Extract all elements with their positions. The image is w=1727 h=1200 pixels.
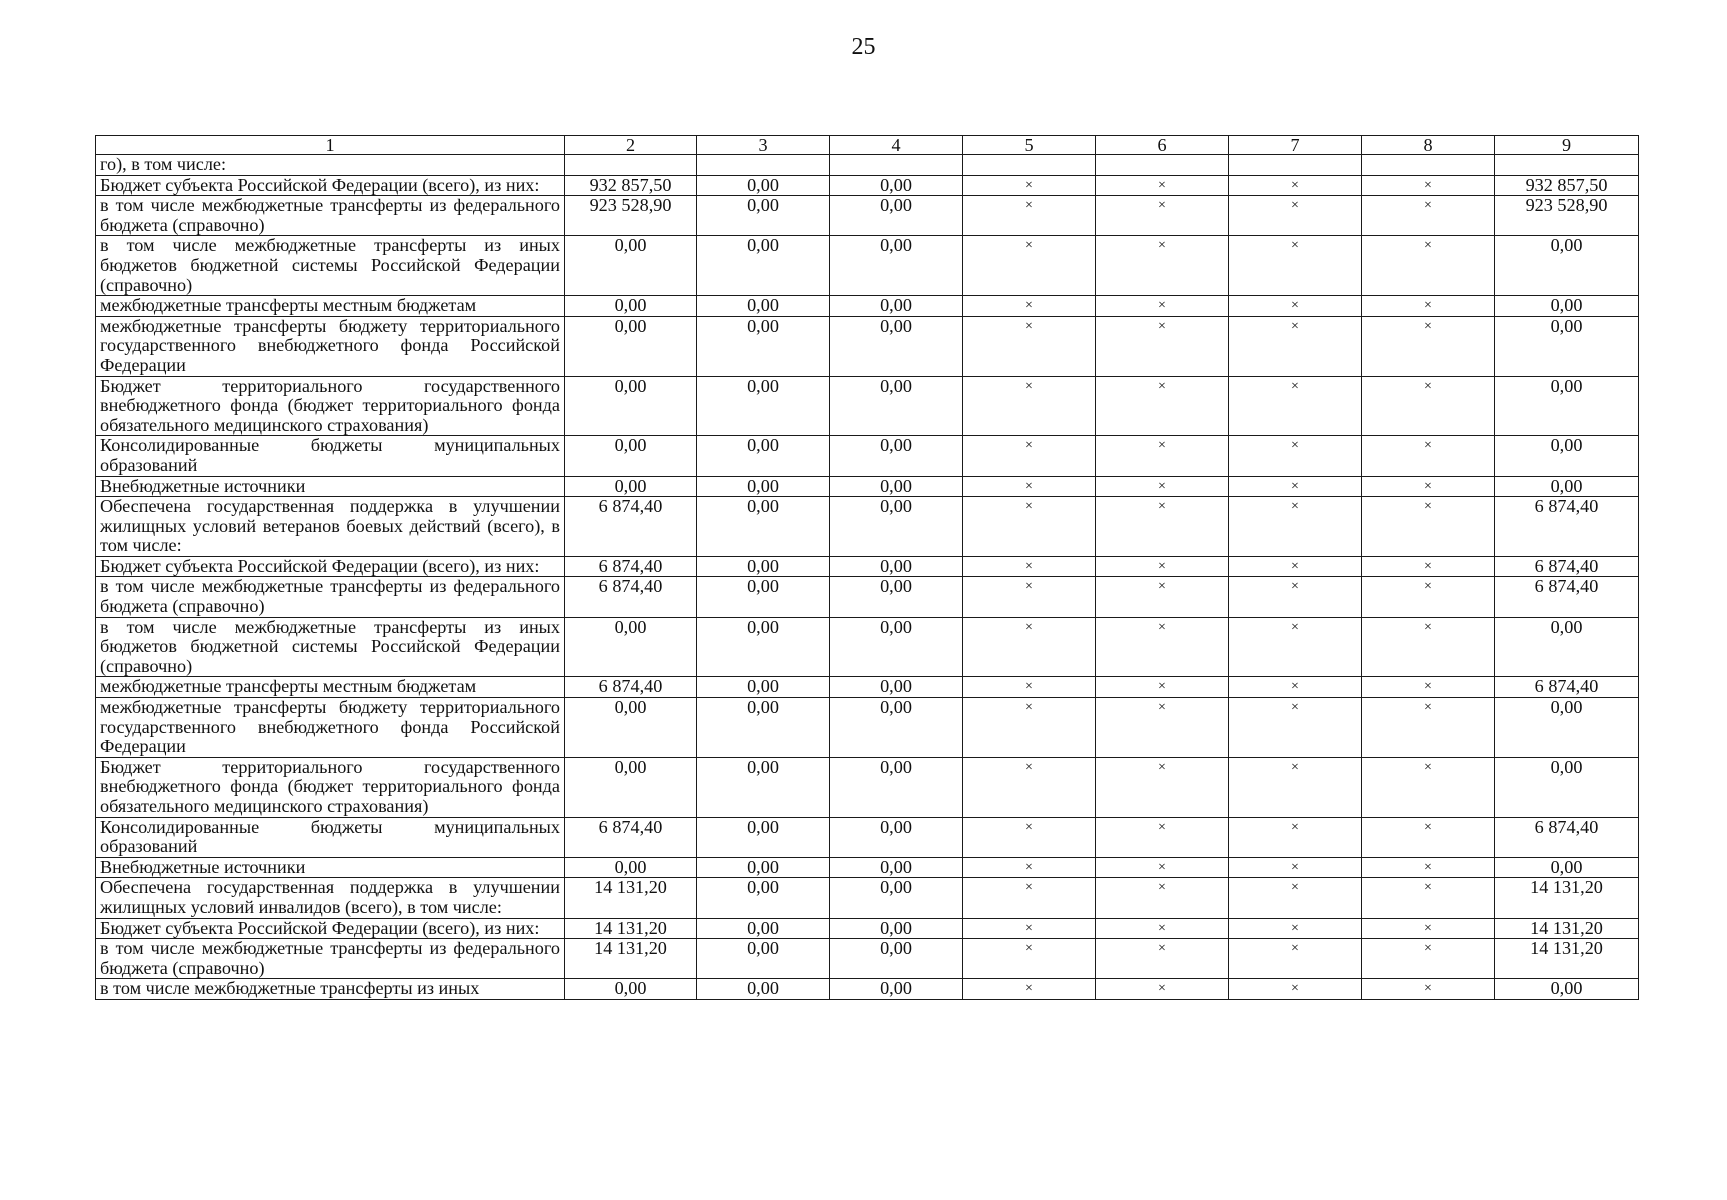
not-applicable-cell: × bbox=[963, 175, 1096, 196]
value-cell: 0,00 bbox=[565, 316, 697, 376]
not-applicable-cell: × bbox=[1362, 857, 1495, 878]
row-label: межбюджетные трансферты бюджету территориального государственного внебюджетного фонда Российской Федерации bbox=[96, 316, 565, 376]
value-cell: 0,00 bbox=[697, 857, 830, 878]
value-cell: 0,00 bbox=[565, 436, 697, 476]
value-cell: 0,00 bbox=[565, 617, 697, 677]
value-cell: 0,00 bbox=[830, 316, 963, 376]
not-applicable-cell: × bbox=[1229, 617, 1362, 677]
value-cell: 0,00 bbox=[697, 556, 830, 577]
value-cell: 0,00 bbox=[697, 436, 830, 476]
value-cell: 0,00 bbox=[697, 196, 830, 236]
value-cell: 0,00 bbox=[1495, 979, 1639, 1000]
value-cell: 0,00 bbox=[697, 497, 830, 557]
table-row bbox=[96, 376, 1639, 436]
table-row bbox=[96, 436, 1639, 476]
value-cell: 0,00 bbox=[830, 979, 963, 1000]
value-cell: 0,00 bbox=[565, 698, 697, 758]
value-cell: 0,00 bbox=[697, 476, 830, 497]
table-row bbox=[96, 979, 1639, 1000]
value-cell: 0,00 bbox=[697, 878, 830, 918]
column-header: 6 bbox=[1096, 136, 1229, 155]
value-cell: 0,00 bbox=[1495, 236, 1639, 296]
not-applicable-cell: × bbox=[1096, 857, 1229, 878]
row-label: го), в том числе: bbox=[96, 155, 565, 176]
value-cell: 0,00 bbox=[830, 939, 963, 979]
not-applicable-cell: × bbox=[963, 617, 1096, 677]
value-cell: 0,00 bbox=[830, 236, 963, 296]
not-applicable-cell: × bbox=[1096, 918, 1229, 939]
not-applicable-cell: × bbox=[1229, 698, 1362, 758]
table-body bbox=[96, 155, 1639, 1000]
not-applicable-cell: × bbox=[1096, 757, 1229, 817]
column-header: 8 bbox=[1362, 136, 1495, 155]
table-row bbox=[96, 757, 1639, 817]
not-applicable-cell: × bbox=[1362, 617, 1495, 677]
value-cell: 0,00 bbox=[697, 316, 830, 376]
table-row bbox=[96, 497, 1639, 557]
value-cell: 6 874,40 bbox=[1495, 677, 1639, 698]
value-cell: 6 874,40 bbox=[565, 556, 697, 577]
row-label: Обеспечена государственная поддержка в улучшении жилищных условий ветеранов боевых действий (всего), в том числе: bbox=[96, 497, 565, 557]
not-applicable-cell: × bbox=[1229, 918, 1362, 939]
not-applicable-cell: × bbox=[1229, 677, 1362, 698]
not-applicable-cell: × bbox=[1096, 617, 1229, 677]
not-applicable-cell: × bbox=[963, 939, 1096, 979]
row-label: Внебюджетные источники bbox=[96, 476, 565, 497]
row-label: Внебюджетные источники bbox=[96, 857, 565, 878]
not-applicable-cell: × bbox=[1362, 757, 1495, 817]
table-row bbox=[96, 175, 1639, 196]
value-cell: 0,00 bbox=[830, 196, 963, 236]
value-cell: 6 874,40 bbox=[1495, 556, 1639, 577]
value-cell: 0,00 bbox=[830, 296, 963, 317]
column-header: 5 bbox=[963, 136, 1096, 155]
table-row bbox=[96, 476, 1639, 497]
value-cell: 0,00 bbox=[697, 757, 830, 817]
value-cell: 0,00 bbox=[697, 236, 830, 296]
value-cell: 0,00 bbox=[565, 376, 697, 436]
value-cell: 0,00 bbox=[697, 376, 830, 436]
table-row bbox=[96, 236, 1639, 296]
column-header: 1 bbox=[96, 136, 565, 155]
value-cell: 0,00 bbox=[697, 577, 830, 617]
not-applicable-cell: × bbox=[1229, 979, 1362, 1000]
not-applicable-cell: × bbox=[1362, 175, 1495, 196]
value-cell: 0,00 bbox=[830, 878, 963, 918]
not-applicable-cell bbox=[1229, 155, 1362, 176]
not-applicable-cell: × bbox=[1096, 677, 1229, 698]
row-label: в том числе межбюджетные трансферты из федерального бюджета (справочно) bbox=[96, 939, 565, 979]
row-label: в том числе межбюджетные трансферты из иных бюджетов бюджетной системы Российской Федерации (справочно) bbox=[96, 236, 565, 296]
not-applicable-cell: × bbox=[963, 677, 1096, 698]
not-applicable-cell: × bbox=[963, 296, 1096, 317]
not-applicable-cell: × bbox=[1096, 939, 1229, 979]
not-applicable-cell: × bbox=[1362, 677, 1495, 698]
not-applicable-cell: × bbox=[963, 196, 1096, 236]
value-cell: 0,00 bbox=[830, 497, 963, 557]
not-applicable-cell: × bbox=[1096, 296, 1229, 317]
not-applicable-cell: × bbox=[1362, 979, 1495, 1000]
table-row bbox=[96, 155, 1639, 176]
table-row bbox=[96, 556, 1639, 577]
not-applicable-cell: × bbox=[1362, 296, 1495, 317]
row-label: Консолидированные бюджеты муниципальных образований bbox=[96, 436, 565, 476]
not-applicable-cell: × bbox=[1229, 556, 1362, 577]
value-cell: 0,00 bbox=[1495, 757, 1639, 817]
not-applicable-cell: × bbox=[963, 556, 1096, 577]
not-applicable-cell: × bbox=[963, 817, 1096, 857]
row-label: Бюджет субъекта Российской Федерации (всего), из них: bbox=[96, 556, 565, 577]
not-applicable-cell: × bbox=[1229, 196, 1362, 236]
value-cell bbox=[697, 155, 830, 176]
not-applicable-cell: × bbox=[963, 878, 1096, 918]
value-cell: 0,00 bbox=[565, 979, 697, 1000]
not-applicable-cell: × bbox=[1096, 476, 1229, 497]
not-applicable-cell: × bbox=[1096, 175, 1229, 196]
not-applicable-cell: × bbox=[963, 236, 1096, 296]
not-applicable-cell: × bbox=[1362, 497, 1495, 557]
not-applicable-cell: × bbox=[963, 757, 1096, 817]
row-label: в том числе межбюджетные трансферты из иных бюджетов бюджетной системы Российской Федерации (справочно) bbox=[96, 617, 565, 677]
value-cell: 6 874,40 bbox=[565, 497, 697, 557]
not-applicable-cell: × bbox=[1229, 316, 1362, 376]
not-applicable-cell: × bbox=[1362, 196, 1495, 236]
value-cell: 0,00 bbox=[697, 296, 830, 317]
table-row bbox=[96, 857, 1639, 878]
row-label: в том числе межбюджетные трансферты из иных bbox=[96, 979, 565, 1000]
not-applicable-cell: × bbox=[1096, 497, 1229, 557]
value-cell: 0,00 bbox=[697, 175, 830, 196]
row-label: в том числе межбюджетные трансферты из федерального бюджета (справочно) bbox=[96, 196, 565, 236]
not-applicable-cell: × bbox=[1229, 939, 1362, 979]
row-label: межбюджетные трансферты местным бюджетам bbox=[96, 296, 565, 317]
value-cell: 0,00 bbox=[697, 677, 830, 698]
value-cell: 0,00 bbox=[1495, 857, 1639, 878]
not-applicable-cell: × bbox=[1096, 236, 1229, 296]
value-cell: 0,00 bbox=[697, 979, 830, 1000]
value-cell: 0,00 bbox=[1495, 296, 1639, 317]
not-applicable-cell: × bbox=[1362, 918, 1495, 939]
not-applicable-cell: × bbox=[1096, 196, 1229, 236]
not-applicable-cell: × bbox=[1362, 316, 1495, 376]
not-applicable-cell: × bbox=[1362, 939, 1495, 979]
table-row bbox=[96, 878, 1639, 918]
value-cell: 0,00 bbox=[565, 236, 697, 296]
not-applicable-cell: × bbox=[1229, 376, 1362, 436]
row-label: Обеспечена государственная поддержка в улучшении жилищных условий инвалидов (всего), в том числе: bbox=[96, 878, 565, 918]
not-applicable-cell: × bbox=[1096, 556, 1229, 577]
not-applicable-cell: × bbox=[1096, 376, 1229, 436]
value-cell: 923 528,90 bbox=[1495, 196, 1639, 236]
not-applicable-cell: × bbox=[1229, 857, 1362, 878]
not-applicable-cell: × bbox=[1229, 476, 1362, 497]
value-cell: 0,00 bbox=[1495, 436, 1639, 476]
value-cell: 0,00 bbox=[697, 698, 830, 758]
value-cell: 932 857,50 bbox=[1495, 175, 1639, 196]
row-label: Бюджет субъекта Российской Федерации (всего), из них: bbox=[96, 918, 565, 939]
value-cell: 0,00 bbox=[830, 918, 963, 939]
not-applicable-cell: × bbox=[1229, 817, 1362, 857]
value-cell: 14 131,20 bbox=[1495, 918, 1639, 939]
value-cell bbox=[1495, 155, 1639, 176]
value-cell: 0,00 bbox=[830, 376, 963, 436]
value-cell: 0,00 bbox=[1495, 617, 1639, 677]
value-cell: 0,00 bbox=[830, 175, 963, 196]
value-cell: 0,00 bbox=[830, 617, 963, 677]
value-cell: 0,00 bbox=[830, 698, 963, 758]
not-applicable-cell: × bbox=[1362, 376, 1495, 436]
not-applicable-cell: × bbox=[1096, 817, 1229, 857]
value-cell: 0,00 bbox=[830, 817, 963, 857]
table-row bbox=[96, 677, 1639, 698]
not-applicable-cell: × bbox=[1096, 577, 1229, 617]
not-applicable-cell: × bbox=[1362, 698, 1495, 758]
not-applicable-cell: × bbox=[1096, 698, 1229, 758]
value-cell: 0,00 bbox=[1495, 376, 1639, 436]
value-cell: 6 874,40 bbox=[1495, 817, 1639, 857]
value-cell: 932 857,50 bbox=[565, 175, 697, 196]
not-applicable-cell bbox=[1096, 155, 1229, 176]
value-cell bbox=[830, 155, 963, 176]
value-cell: 0,00 bbox=[697, 918, 830, 939]
column-header: 2 bbox=[565, 136, 697, 155]
not-applicable-cell: × bbox=[1362, 817, 1495, 857]
column-header: 4 bbox=[830, 136, 963, 155]
value-cell: 0,00 bbox=[830, 677, 963, 698]
not-applicable-cell: × bbox=[1229, 296, 1362, 317]
value-cell: 0,00 bbox=[830, 436, 963, 476]
row-label: межбюджетные трансферты местным бюджетам bbox=[96, 677, 565, 698]
not-applicable-cell: × bbox=[963, 497, 1096, 557]
table-row bbox=[96, 939, 1639, 979]
value-cell: 6 874,40 bbox=[1495, 497, 1639, 557]
not-applicable-cell bbox=[963, 155, 1096, 176]
not-applicable-cell: × bbox=[1096, 979, 1229, 1000]
value-cell: 0,00 bbox=[830, 857, 963, 878]
value-cell: 0,00 bbox=[565, 757, 697, 817]
value-cell: 14 131,20 bbox=[565, 918, 697, 939]
value-cell bbox=[565, 155, 697, 176]
value-cell: 6 874,40 bbox=[1495, 577, 1639, 617]
value-cell: 923 528,90 bbox=[565, 196, 697, 236]
not-applicable-cell: × bbox=[963, 436, 1096, 476]
not-applicable-cell: × bbox=[1362, 436, 1495, 476]
not-applicable-cell: × bbox=[963, 918, 1096, 939]
not-applicable-cell bbox=[1362, 155, 1495, 176]
row-label: Бюджет территориального государственного внебюджетного фонда (бюджет территориального фонда обязательного медицинского страхования) bbox=[96, 376, 565, 436]
not-applicable-cell: × bbox=[1096, 878, 1229, 918]
not-applicable-cell: × bbox=[1229, 577, 1362, 617]
column-header: 9 bbox=[1495, 136, 1639, 155]
value-cell: 14 131,20 bbox=[565, 878, 697, 918]
not-applicable-cell: × bbox=[1229, 175, 1362, 196]
row-label: межбюджетные трансферты бюджету территориального государственного внебюджетного фонда Российской Федерации bbox=[96, 698, 565, 758]
table-row bbox=[96, 296, 1639, 317]
not-applicable-cell: × bbox=[963, 316, 1096, 376]
column-header: 7 bbox=[1229, 136, 1362, 155]
value-cell: 14 131,20 bbox=[1495, 939, 1639, 979]
value-cell: 0,00 bbox=[697, 817, 830, 857]
not-applicable-cell: × bbox=[1096, 436, 1229, 476]
table-row bbox=[96, 577, 1639, 617]
not-applicable-cell: × bbox=[1362, 556, 1495, 577]
value-cell: 0,00 bbox=[565, 476, 697, 497]
not-applicable-cell: × bbox=[963, 857, 1096, 878]
table-row bbox=[96, 196, 1639, 236]
table-row bbox=[96, 698, 1639, 758]
value-cell: 0,00 bbox=[1495, 698, 1639, 758]
value-cell: 0,00 bbox=[830, 556, 963, 577]
row-label: Бюджет субъекта Российской Федерации (всего), из них: bbox=[96, 175, 565, 196]
value-cell: 0,00 bbox=[1495, 316, 1639, 376]
not-applicable-cell: × bbox=[1362, 878, 1495, 918]
header-row bbox=[96, 136, 1639, 155]
not-applicable-cell: × bbox=[963, 476, 1096, 497]
row-label: в том числе межбюджетные трансферты из федерального бюджета (справочно) bbox=[96, 577, 565, 617]
not-applicable-cell: × bbox=[963, 577, 1096, 617]
not-applicable-cell: × bbox=[1229, 497, 1362, 557]
value-cell: 0,00 bbox=[830, 757, 963, 817]
value-cell: 0,00 bbox=[565, 296, 697, 317]
value-cell: 6 874,40 bbox=[565, 577, 697, 617]
value-cell: 14 131,20 bbox=[1495, 878, 1639, 918]
not-applicable-cell: × bbox=[963, 698, 1096, 758]
value-cell: 0,00 bbox=[830, 476, 963, 497]
row-label: Консолидированные бюджеты муниципальных образований bbox=[96, 817, 565, 857]
not-applicable-cell: × bbox=[1229, 436, 1362, 476]
value-cell: 0,00 bbox=[697, 939, 830, 979]
table-row bbox=[96, 316, 1639, 376]
not-applicable-cell: × bbox=[1229, 236, 1362, 296]
column-header: 3 bbox=[697, 136, 830, 155]
not-applicable-cell: × bbox=[1362, 577, 1495, 617]
not-applicable-cell: × bbox=[963, 979, 1096, 1000]
value-cell: 0,00 bbox=[697, 617, 830, 677]
value-cell: 14 131,20 bbox=[565, 939, 697, 979]
value-cell: 6 874,40 bbox=[565, 677, 697, 698]
page-number: 25 bbox=[851, 34, 876, 60]
not-applicable-cell: × bbox=[963, 376, 1096, 436]
value-cell: 0,00 bbox=[565, 857, 697, 878]
value-cell: 0,00 bbox=[830, 577, 963, 617]
not-applicable-cell: × bbox=[1362, 476, 1495, 497]
row-label: Бюджет территориального государственного внебюджетного фонда (бюджет территориального фонда обязательного медицинского страхования) bbox=[96, 757, 565, 817]
not-applicable-cell: × bbox=[1362, 236, 1495, 296]
table-row bbox=[96, 817, 1639, 857]
table-row bbox=[96, 918, 1639, 939]
not-applicable-cell: × bbox=[1229, 757, 1362, 817]
not-applicable-cell: × bbox=[1229, 878, 1362, 918]
table-row bbox=[96, 617, 1639, 677]
budget-table bbox=[95, 135, 1639, 1000]
value-cell: 6 874,40 bbox=[565, 817, 697, 857]
not-applicable-cell: × bbox=[1096, 316, 1229, 376]
value-cell: 0,00 bbox=[1495, 476, 1639, 497]
